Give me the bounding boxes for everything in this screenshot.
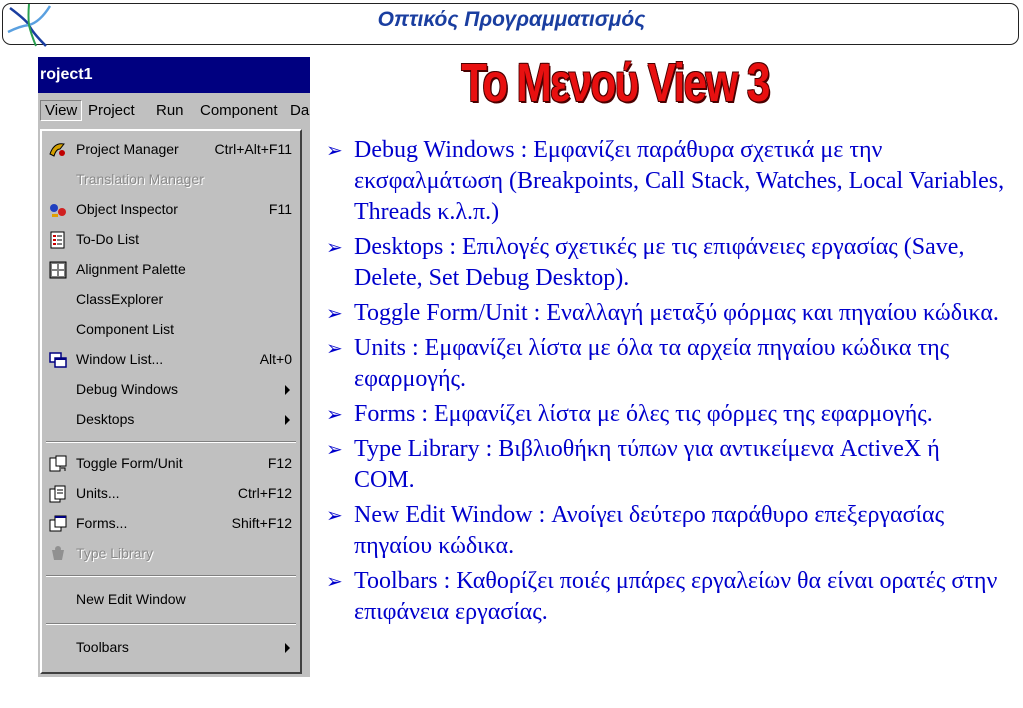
submenu-arrow-icon xyxy=(285,415,290,425)
window-list-icon xyxy=(48,350,68,370)
toggle-form-unit-icon xyxy=(48,454,68,474)
menu-item-project-manager[interactable]: Project Manager Ctrl+Alt+F11 xyxy=(42,135,300,165)
arrow-bullet-icon: ➢ xyxy=(326,336,343,360)
forms-icon xyxy=(48,514,68,534)
object-inspector-icon xyxy=(48,200,68,220)
list-item: ➢ Debug Windows : Εμφανίζει παράθυρα σχετικά με την εκσφαλμάτωση (Breakpoints, Call Stack, Watches, Local Variables, Threads κ.λ.π.) xyxy=(326,137,1005,225)
menu-separator xyxy=(46,575,296,577)
menu-item-desktops[interactable]: Desktops xyxy=(42,405,300,435)
menu-item-units[interactable]: Units... Ctrl+F12 xyxy=(42,479,300,509)
menu-item-class-explorer[interactable]: ClassExplorer xyxy=(76,291,164,307)
list-item: ➢ Toolbars : Καθορίζει ποιές μπάρες εργαλείων θα είναι ορατές στην επιφάνεια εργασίας. xyxy=(326,568,998,625)
alignment-palette-icon xyxy=(48,260,68,280)
units-icon xyxy=(48,484,68,504)
menu-item-new-edit-window[interactable]: New Edit Window xyxy=(76,591,186,607)
menubar-view[interactable]: View xyxy=(40,100,82,121)
arrow-bullet-icon: ➢ xyxy=(326,235,343,259)
list-item: ➢ Desktops : Επιλογές σχετικές με τις επιφάνειες εργασίας (Save, Delete, Set Debug Desktop). xyxy=(326,234,965,291)
arrow-bullet-icon: ➢ xyxy=(326,503,343,527)
arrow-bullet-icon: ➢ xyxy=(326,138,343,162)
bullet-list xyxy=(326,135,1006,632)
todo-list-icon xyxy=(48,230,68,250)
menu-item-window-list[interactable]: Window List... Alt+0 xyxy=(42,345,300,375)
menu-item-type-library: Type Library xyxy=(42,539,300,569)
menubar xyxy=(38,97,310,123)
menubar-run[interactable]: Run xyxy=(156,102,184,119)
list-item: ➢ Toggle Form/Unit : Εναλλαγή μεταξύ φόρμας και πηγαίου κώδικα. xyxy=(326,298,1006,329)
slide-title: Το Μενού View 3 xyxy=(461,53,769,113)
menu-screenshot xyxy=(38,57,310,677)
list-item: ➢ Type Library : Βιβλιοθήκη τύπων για αντικείμενα ActiveX ή COM. xyxy=(326,436,940,493)
header-title: Οπτικός Προγραμματισμός xyxy=(377,8,646,31)
arrow-bullet-icon: ➢ xyxy=(326,301,343,325)
arrow-bullet-icon: ➢ xyxy=(326,569,343,593)
menu-separator xyxy=(46,441,296,443)
menu-item-toggle-form-unit[interactable]: Toggle Form/Unit F12 xyxy=(42,449,300,479)
submenu-arrow-icon xyxy=(285,385,290,395)
menu-item-forms[interactable]: Forms... Shift+F12 xyxy=(42,509,300,539)
list-item: ➢ Forms : Εμφανίζει λίστα με όλες τις φόρμες της εφαρμογής. xyxy=(326,399,1006,430)
menubar-project[interactable]: Project xyxy=(88,102,135,119)
menu-item-debug-windows[interactable]: Debug Windows xyxy=(42,375,300,405)
menu-item-todo-list[interactable]: To-Do List xyxy=(42,225,300,255)
menu-separator xyxy=(46,623,296,625)
menu-item-component-list[interactable]: Component List xyxy=(76,321,175,337)
menu-item-toolbars[interactable]: Toolbars xyxy=(42,633,300,663)
menu-item-object-inspector[interactable]: Object Inspector F11 xyxy=(42,195,300,225)
list-item: ➢ New Edit Window : Ανοίγει δεύτερο παράθυρο επεξεργασίας πηγαίου κώδικα. xyxy=(326,502,945,559)
view-dropdown-menu xyxy=(40,129,302,674)
arrow-bullet-icon: ➢ xyxy=(326,437,343,461)
type-library-icon xyxy=(48,544,68,564)
project-manager-icon xyxy=(48,140,68,160)
menubar-component[interactable]: Component xyxy=(200,102,278,119)
arrow-bullet-icon: ➢ xyxy=(326,402,343,426)
list-item: ➢ Units : Εμφανίζει λίστα με όλα τα αρχεία πηγαίου κώδικα της εφαρμογής. xyxy=(326,335,950,392)
window-titlebar: roject1 xyxy=(38,57,310,93)
menu-item-alignment-palette[interactable]: Alignment Palette xyxy=(42,255,300,285)
menubar-database[interactable]: Da xyxy=(290,102,310,119)
menu-item-translation-manager: Translation Manager xyxy=(76,171,204,187)
submenu-arrow-icon xyxy=(285,643,290,653)
